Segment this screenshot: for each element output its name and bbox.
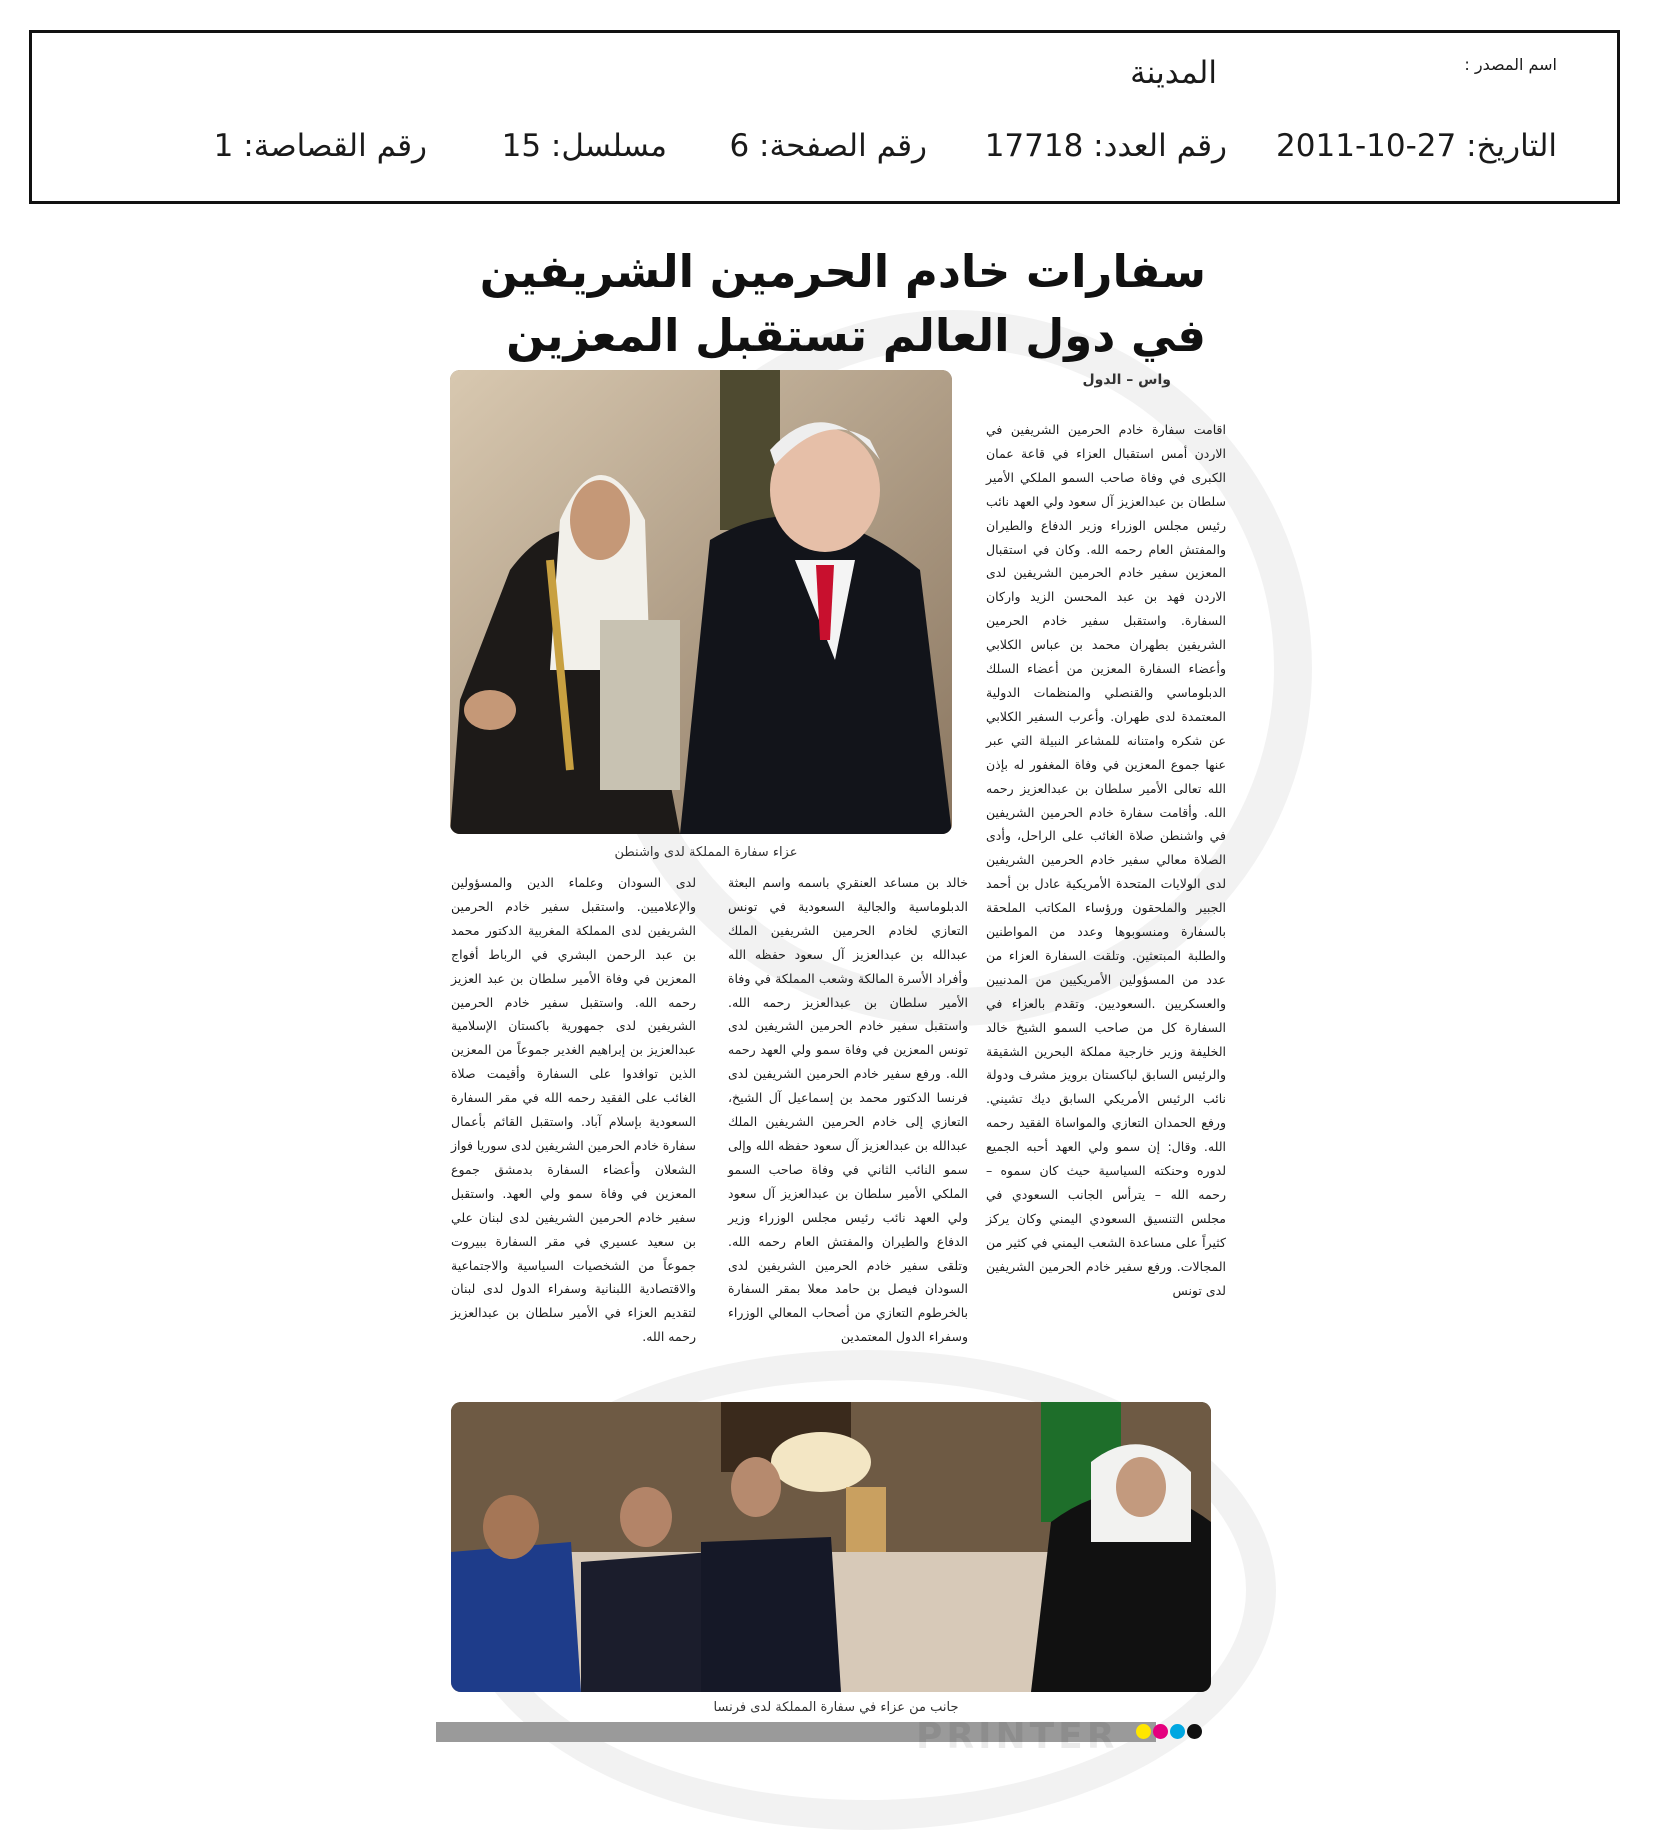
source-label: اسم المصدر :: [1464, 55, 1557, 74]
issue-number-field: رقم العدد: 17718: [984, 128, 1227, 164]
headline: [446, 240, 1206, 368]
headline-line-1: سفارات خادم الحرمين الشريفين: [479, 245, 1206, 298]
magenta-dot: [1153, 1724, 1168, 1739]
page-number-field: رقم الصفحة: 6: [729, 128, 927, 164]
clipping-metadata-box: [29, 30, 1620, 204]
clip-number-field: رقم القصاصة: 1: [213, 128, 427, 164]
article-column-left: لدى السودان وعلماء الدين والمسؤولين والإعلاميين. واستقبل سفير خادم الحرمين الشريفين لدى المملكة المغربية الدكتور محمد بن عبد الرحمن البشري في الرباط أفواج المعزين في وفاة الأمير سلطان بن عبد العزيز رحمه الله. واستقبل سفير خادم الحرمين الشريفين لدى جمهورية باكستان الإسلامية عبدالعزيز بن إبراهيم الغدير جموعاً من المعزين الذين توافدوا على السفارة وأقيمت صلاة الغائب على الفقيد رحمه الله في مقر السفارة السعودية بإسلام آباد. واستقبل القائم بأعمال سفارة خادم الحرمين الشريفين لدى سوريا فواز الشعلان وأعضاء السفارة بدمشق جموع المعزين في وفاة سمو ولي العهد. واستقبل سفير خادم الحرمين الشريفين لدى لبنان علي بن سعيد عسيري في مقر السفارة ببيروت جموعاً من الشخصيات السياسية والاجتماعية والاقتصادية اللبنانية وسفراء الدول لدى لبنان لتقديم العزاء في الأمير سلطان بن عبدالعزيز رحمه الله.: [451, 875, 696, 1345]
serial-field: مسلسل: 15: [501, 128, 667, 164]
photo-illustration-2: [451, 1402, 1211, 1692]
date-field: التاريخ: 27-10-2011: [1276, 128, 1557, 164]
byline: واس – الدول: [1082, 372, 1171, 388]
article-column-right: اقامت سفارة خادم الحرمين الشريفين في الاردن أمس استقبال العزاء في قاعة عمان الكبرى في وفاة صاحب السمو الملكي الأمير سلطان بن عبدالعزيز آل سعود ولي العهد نائب رئيس مجلس الوزراء وزير الدفاع والطيران والمفتش العام رحمه الله. وكان في استقبال المعزين سفير خادم الحرمين الشريفين لدى الاردن فهد بن عبد المحسن الزيد واركان السفارة. واستقبل سفير خادم الحرمين الشريفين بطهران محمد بن عباس الكلابي وأعضاء السفارة المعزين من أعضاء السلك الدبلوماسي والقنصلي والمنظمات الدولية المعتمدة لدى طهران. وأعرب السفير الكلابي عن شكره وامتنانه للمشاعر النبيلة التي عبر عنها جموع المعزين في وفاة المغفور له بإذن الله تعالى الأمير سلطان بن عبدالعزيز رحمه الله. وأقامت سفارة خادم الحرمين الشريفين في واشنطن صلاة الغائب على الراحل، وأدى الصلاة معالي سفير خادم الحرمين الشريفين لدى الولايات المتحدة الأمريكية عادل بن أحمد الجبير والملحقون ورؤساء المكاتب الملحقة بالسفارة ومنسوبوها وعدد من المواطنين والطلبة المبتعثين. وتلقت السفارة العزاء من عدد من المسؤولين الأمريكيين من المدنيين والعسكريين .السعوديين. وتقدم بالعزاء في السفارة كل من صاحب السمو الشيخ خالد الخليفة وزير خارجية مملكة البحرين الشقيقة والرئيس السابق لباكستان برويز مشرف ودولة نائب الرئيس الأمريكي السابق ديك تشيني. ورفع الحمدان التعازي والمواساة الفقيد رحمه الله. وقال: إن سمو ولي العهد أحبه الجميع لدوره وحنكته السياسية حيث كان سموه – رحمه الله – يترأس الجانب السعودي في مجلس التنسيق السعودي اليمني وكان يركز كثيراً على مساعدة الشعب اليمني في كثير من المجالات. ورفع سفير خادم الحرمين الشريفين لدى تونس: [986, 422, 1226, 1298]
cyan-dot: [1170, 1724, 1185, 1739]
yellow-dot: [1136, 1724, 1151, 1739]
black-dot: [1187, 1724, 1202, 1739]
photo-illustration: [450, 370, 952, 834]
photo-caption-washington: عزاء سفارة المملكة لدى واشنطن: [614, 845, 798, 860]
article-column-middle: خالد بن مساعد العنقري باسمه واسم البعثة الدبلوماسية والجالية السعودية في تونس التعازي لخادم الحرمين الشريفين الملك عبدالله بن عبدالعزيز آل سعود حفظه الله وأفراد الأسرة المالكة وشعب المملكة في وفاة الأمير سلطان بن عبدالعزيز رحمه الله. واستقبل سفير خادم الحرمين الشريفين لدى تونس المعزين في وفاة سمو ولي العهد رحمه الله. ورفع سفير خادم الحرمين الشريفين لدى فرنسا الدكتور محمد بن إسماعيل آل الشيخ، التعازي إلى خادم الحرمين الشريفين الملك عبدالله بن عبدالعزيز آل سعود حفظه الله وإلى سمو النائب الثاني في وفاة صاحب السمو الملكي الأمير سلطان بن عبدالعزيز آل سعود ولي العهد نائب رئيس مجلس الوزراء وزير الدفاع والطيران والمفتش العام رحمه الله. وتلقى سفير خادم الحرمين الشريفين لدى السودان فيصل بن حامد معلا بمقر السفارة بالخرطوم التعازي من أصحاب المعالي الوزراء وسفراء الدول المعتمدين: [728, 875, 968, 1345]
footer-watermark-text: PRINTER: [916, 1716, 1119, 1757]
color-registration-dots: [1136, 1724, 1202, 1740]
newspaper-clipping: [436, 230, 1226, 1757]
headline-line-2: في دول العالم تستقبل المعزين: [506, 309, 1206, 362]
photo-washington-condolence: [450, 370, 952, 834]
photo-caption-france: جانب من عزاء في سفارة المملكة لدى فرنسا: [713, 1700, 959, 1715]
photo-france-condolence: [451, 1402, 1211, 1692]
source-value: المدينة: [1130, 55, 1217, 91]
